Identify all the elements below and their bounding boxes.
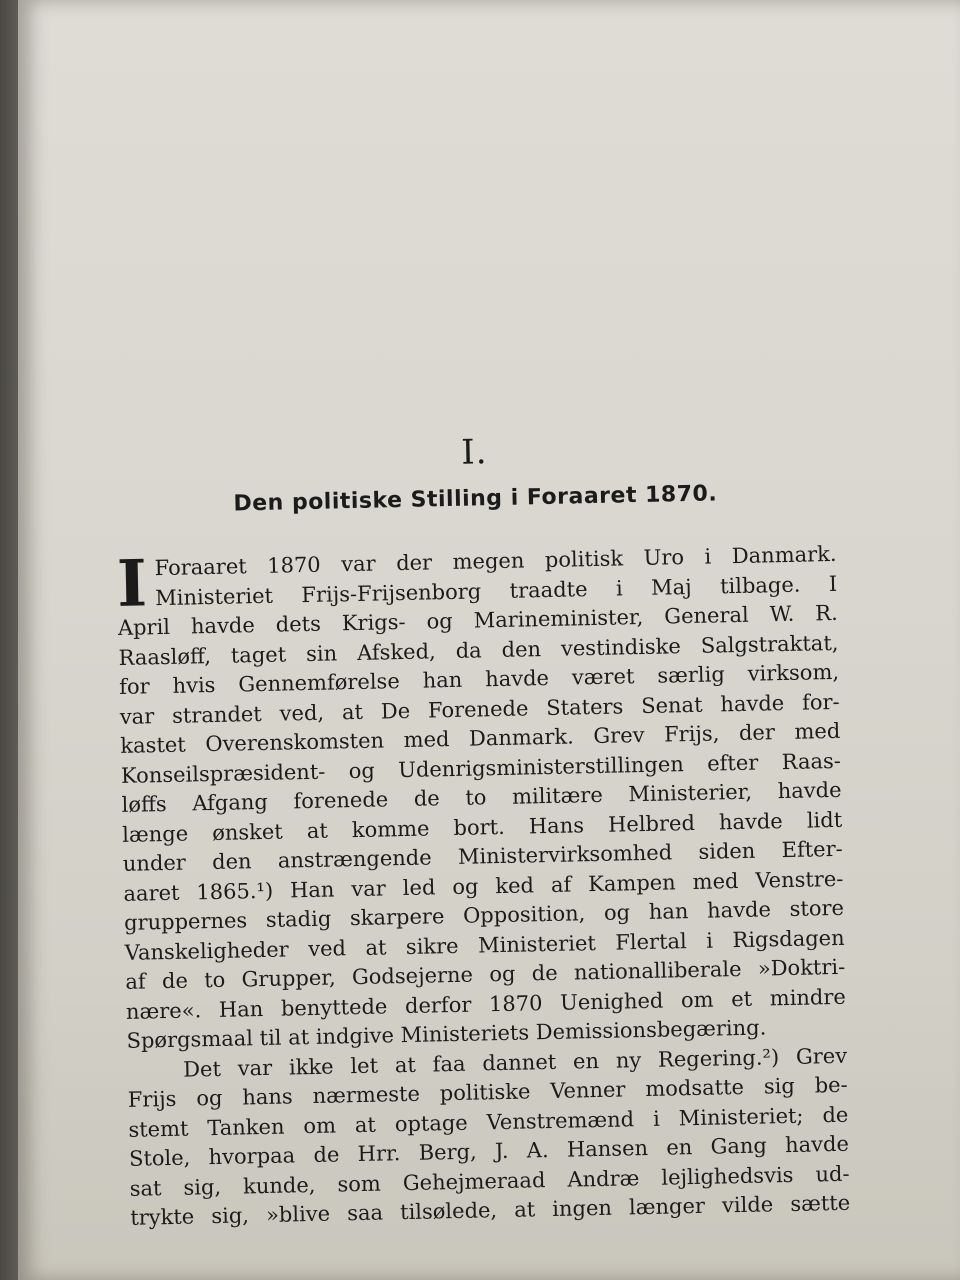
text-line: Det var ikke let at faa dannet en ny Regering.²) Grev xyxy=(182,1043,848,1082)
body-text xyxy=(116,540,850,1233)
text-line: Ministeriet Frijs-Frijsenborg traadte i Maj tilbage. I xyxy=(154,571,838,610)
text-line: Stole, hvorpaa de Hrr. Berg, J. A. Hansen en Gang havde xyxy=(128,1131,850,1171)
text-line: var strandet ved, at De Forenede Staters Senat havde for- xyxy=(119,689,840,729)
text-line: under den anstrængende Ministervirksomhed siden Efter- xyxy=(122,836,843,876)
text-line: af de to Grupper, Godsejerne og de nationalliberale »Doktri- xyxy=(125,954,846,994)
text-line: April havde dets Krigs- og Marineminister, General W. R. xyxy=(117,600,839,640)
text-line: Foraaret 1870 var der megen politisk Uro i Danmark. xyxy=(154,541,837,581)
text-line: sat sig, kunde, som Gehejmeraad Andræ lejlighedsvis ud- xyxy=(129,1161,850,1201)
text-line: Spørgsmaal til at indgive Ministeriets Demissionsbegæring. xyxy=(126,1015,767,1053)
text-line: aaret 1865.¹) Han var led og ked af Kampen med Venstre- xyxy=(123,866,844,906)
chapter-number: I. xyxy=(460,432,488,473)
text-line: Vanskeligheder ved at sikre Ministeriet Flertal i Rigsdagen xyxy=(124,925,845,965)
text-line: nære«. Han benyttede derfor 1870 Uenighed om et mindre xyxy=(125,984,847,1024)
text-line: løffs Afgang forenede de to militære Ministerier, havde xyxy=(121,777,842,817)
text-line: Frijs og hans nærmeste politiske Venner modsatte sig be- xyxy=(127,1072,848,1112)
text-line: stemt Tanken om at optage Venstremænd i Ministeriet; de xyxy=(128,1102,849,1142)
book-page xyxy=(18,0,960,1280)
text-line: trykte sig, »blive saa tilsølede, at ingen længer vilde sætte xyxy=(130,1190,851,1230)
text-line: gruppernes stadig skarpere Opposition, og han havde store xyxy=(123,895,845,935)
chapter-title: Den politiske Stilling i Foraaret 1870. xyxy=(233,481,718,517)
text-line: Raasløff, taget sin Afsked, da den vestindiske Salgstraktat, xyxy=(118,630,839,670)
text-line: for hvis Gennemførelse han havde været særlig virksom, xyxy=(118,659,840,699)
drop-cap: I xyxy=(116,546,148,622)
text-line: længe ønsket at komme bort. Hans Helbred havde lidt xyxy=(122,807,843,847)
text-line: Konseilspræsident- og Udenrigsministerstillingen efter Raas- xyxy=(120,748,842,788)
text-line: kastet Overenskomsten med Danmark. Grev Frijs, der med xyxy=(120,718,841,758)
page-content xyxy=(114,425,850,1233)
